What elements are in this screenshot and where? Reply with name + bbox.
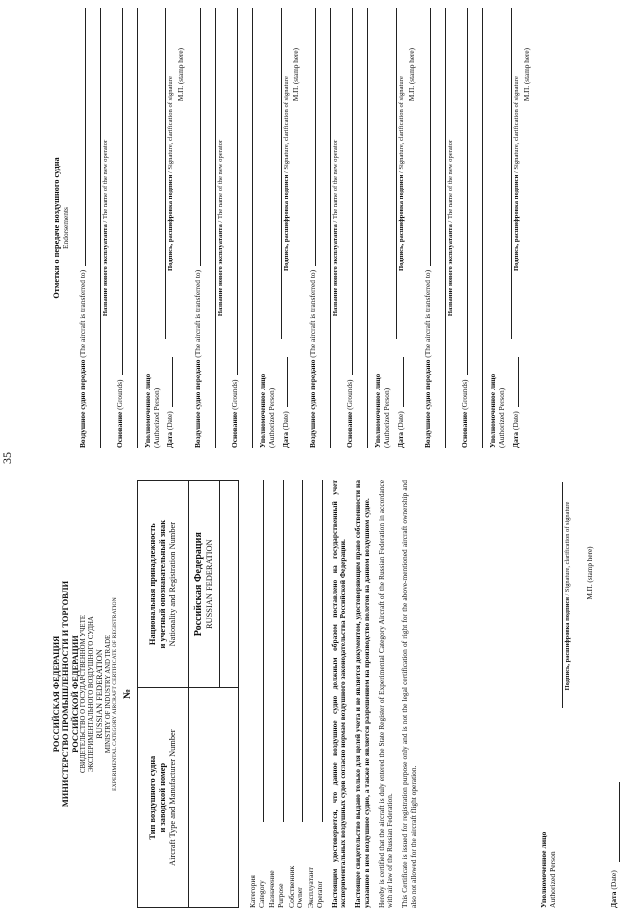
nation-ru: Российская Федерация [192,532,204,637]
authorized-person: Уполномоченное лицо (Authorized Person) [257,373,276,448]
grounds-row: Основание (Grounds) [114,8,125,448]
date-signature-row: Дата (Date) Подпись, расшифровка подписи / Signature, clarification of signature [165,8,175,448]
transferred-row: Воздушное судно передано (The aircraft is transferred to) [307,8,318,448]
operator-line [205,8,216,448]
operator-caption: Название нового эксплуатанта / The name of the new operator [101,139,109,317]
operator-line [435,8,446,448]
col1-ru-2: и заводской номер [157,762,167,833]
col1-ru-1: Тип воздушного судна [147,755,157,840]
date-signature-row: Дата (Date) Подпись, расшифровка подписи / Signature, clarification of signature [511,8,521,448]
col2-en: Nationality and Registration Number [167,521,177,647]
operator-caption: Название нового эксплуатанта / The name of the new operator [216,139,224,317]
header-ru-3: РОССИЙСКОЙ ФЕДЕРАЦИИ [70,635,80,753]
authorized-person: Уполномоченное лицо (Authorized Person) [142,373,161,448]
stamp-label: М.П. (stamp here) [292,48,301,102]
certification-paragraph-en: Hereby is certified that the aircraft is duly entered the State Register of Experimental Category Aircraft of the Russian Federation in accordance with air law of the Russian Federation. [376,480,395,908]
signature-caption: Подпись, расшифровка подписи / Signature, clarification of signature [564,501,571,691]
grounds-row: Основание (Grounds) [229,8,240,448]
authorized-person: Уполномоченное лицо (Authorized Person) [373,373,391,448]
field-label-en: Category [256,880,266,908]
endorsement-block-2 [192,8,301,448]
registration-certificate [52,480,637,908]
stamp-label: М.П. (stamp here) [522,48,531,102]
authorized-person-block [539,480,618,908]
nationality-header [137,481,188,688]
grounds-row: Основание (Grounds) [344,8,355,448]
field-label-ru: Собственник [286,865,296,908]
aircraft-type-value [188,688,238,908]
transferred-row: Воздушное судно передано (The aircraft is transferred to) [192,8,203,448]
grounds-row: Основание (Grounds) [459,8,470,448]
field-label-ru: Эксплуатант [306,867,316,908]
nationality-value [188,481,219,688]
date-line [619,782,620,862]
disclaimer-paragraph-en: This Certificate is issued for registration purpose only and is not the legal certification of right for the above-mentioned aircraft ownership and also not allowed for the aircraft flight operation. [400,480,418,908]
authorized-person: Уполномоченное лицо (Authorized Person) [488,373,507,448]
certification-paragraph-ru: Настоящим удостоверяется, что данное воздушное судно должным образом поставлено на государственный учет экспериментальных воздушных судов согласно нормам воздушного законодательства Российской Федерации. [329,480,348,908]
authorized-person-ru: Уполномоченное лицо [539,831,548,908]
field-label-ru: Назначение [267,870,277,908]
nation-en: RUSSIAN FEDERATION [204,539,214,629]
endorsement-block-1 [77,8,186,448]
operator-line [320,8,331,448]
date-label: Дата (Date) [609,870,618,908]
header-ru-2: МИНИСТЕРСТВО ПРОМЫШЛЕННОСТИ И ТОРГОВЛИ [61,580,71,808]
header-en-3: EXPERIMENTAL CATEGORY AIRCRAFT CERTIFICATE OF REGISTRATION [112,597,119,791]
endorsement-block-3 [307,8,416,448]
certificate-fields [249,480,325,908]
stamp-label: М.П. (stamp here) [586,546,594,600]
field-label-en: Operator [314,881,324,908]
field-label-en: Owner [295,887,305,908]
registration-number-value [219,481,238,688]
aircraft-type-header [137,688,188,908]
col1-en: Aircraft Type and Manufacturer Number [167,729,177,866]
stamp-label: М.П. (stamp here) [407,48,416,102]
header-ru-5: ЭКСПЕРИМЕНТАЛЬНОГО ВОЗДУШНОГО СУДНА [87,616,95,772]
owner-line [292,480,303,822]
date-signature-row: Дата (Date) Подпись, расшифровка подписи / Signature, clarification of signature [281,8,291,448]
category-line [253,480,264,822]
endorsement-block-4 [422,8,531,448]
operator-caption: Название нового эксплуатанта / The name of the new operator [447,139,455,317]
certificate-number: № [121,688,133,700]
endorsements-section [52,8,637,448]
col2-ru-1: Национальная принадлежность [147,523,157,646]
field-owner [288,480,305,908]
page-number: 35 [0,452,14,464]
header-ru-4: СВИДЕТЕЛЬСТВО О ГОСУДАРСТВЕННОМ УЧЕТЕ [80,615,88,774]
disclaimer-paragraph-ru: Настоящее свидетельство выдано только для целей учета и не является документом, удостоверяющим право собственности на указанное в нем воздушное судно, а также не является разрешением на производство полетов на данном воздушном судне. [353,480,371,908]
col2-ru-2: и учетный опознавательный знак [157,519,167,649]
endorsements-title: Отметки о передаче воздушного судна [52,157,61,299]
operator-caption: Название нового эксплуатанта / The name of the new operator [332,139,340,317]
field-label-ru: Категория [247,875,257,908]
purpose-line [273,480,284,822]
transferred-row: Воздушное судно передано (The aircraft is transferred to) [77,8,88,448]
stamp-label: М.П. (stamp here) [177,48,186,102]
transferred-row: Воздушное судно передано (The aircraft is transferred to) [422,8,433,448]
endorsements-subtitle: Endorsements [60,207,70,249]
operator-line [312,480,323,822]
header-en-2: MINISTRY OF INDUSTRY AND TRADE [104,634,112,754]
header-en-1: RUSSIAN FEDERATION [95,649,105,739]
authorized-person-en: Authorized Person [547,851,557,908]
header-ru-1: РОССИЙСКАЯ ФЕДЕРАЦИЯ [52,635,61,753]
operator-line [90,8,101,448]
field-label-en: Purpose [276,883,286,908]
date-signature-row: Дата (Date) Подпись, расшифровка подписи / Signature, clarification of signature [396,8,406,448]
signature-line [562,482,563,708]
field-purpose [268,480,285,908]
registration-table [137,480,239,908]
field-operator [307,480,324,908]
field-category [249,480,266,908]
